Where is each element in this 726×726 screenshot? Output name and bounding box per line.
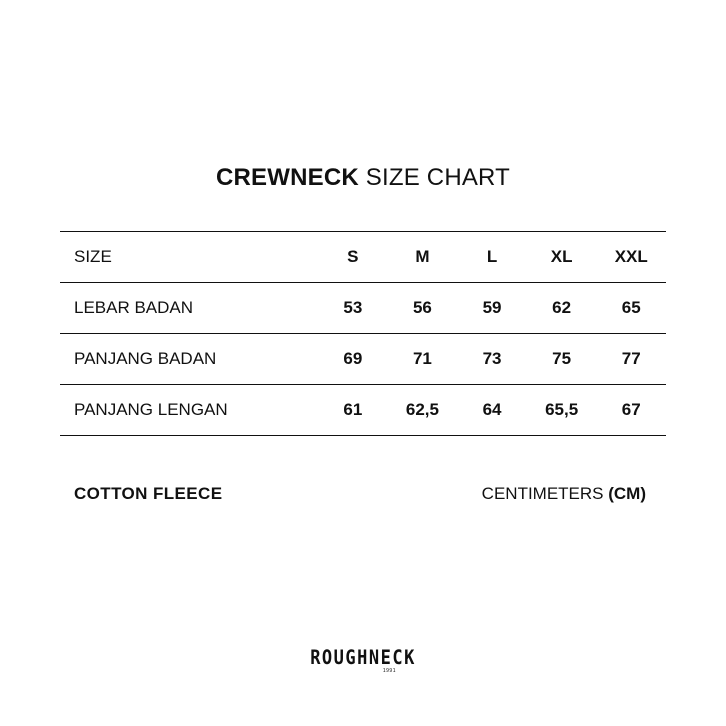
row-label: LEBAR BADAN bbox=[74, 298, 194, 317]
table-cell: 65 bbox=[621, 298, 641, 317]
header-label: SIZE bbox=[74, 247, 112, 266]
size-table bbox=[60, 231, 666, 436]
brand-wordmark: ROUGHNECK bbox=[310, 646, 416, 670]
brand-logo bbox=[0, 646, 726, 674]
header-size-s: S bbox=[347, 247, 359, 266]
units-abbr: (CM) bbox=[608, 484, 646, 503]
table-cell: 69 bbox=[343, 349, 363, 368]
table-cell: 65,5 bbox=[545, 400, 579, 419]
brand-year: 1991 bbox=[382, 668, 396, 674]
table-cell: 62 bbox=[552, 298, 572, 317]
header-size-xxl: XXL bbox=[614, 247, 648, 266]
units-label bbox=[482, 484, 646, 504]
table-cell: 75 bbox=[552, 349, 572, 368]
table-cell: 71 bbox=[412, 349, 432, 368]
table-cell: 62,5 bbox=[405, 400, 439, 419]
units-text: CENTIMETERS bbox=[481, 484, 609, 503]
table-cell: 67 bbox=[621, 400, 641, 419]
table-cell: 61 bbox=[343, 400, 363, 419]
row-label: PANJANG BADAN bbox=[74, 349, 217, 368]
row-label: PANJANG LENGAN bbox=[74, 400, 228, 419]
table-row bbox=[60, 385, 666, 436]
table-header-row bbox=[60, 232, 666, 283]
table-cell: 73 bbox=[482, 349, 502, 368]
table-cell: 53 bbox=[343, 298, 363, 317]
page-title bbox=[0, 164, 726, 192]
fabric-label: COTTON FLEECE bbox=[74, 484, 223, 503]
title-suffix: SIZE CHART bbox=[358, 164, 511, 191]
table-cell: 64 bbox=[482, 400, 502, 419]
header-size-xl: XL bbox=[550, 247, 573, 266]
header-size-m: M bbox=[415, 247, 430, 266]
table-row bbox=[60, 283, 666, 334]
table-cell: 77 bbox=[621, 349, 641, 368]
header-size-l: L bbox=[486, 247, 498, 266]
table-row bbox=[60, 334, 666, 385]
title-product: CREWNECK bbox=[215, 164, 359, 191]
table-cell: 56 bbox=[412, 298, 432, 317]
table-cell: 59 bbox=[482, 298, 502, 317]
